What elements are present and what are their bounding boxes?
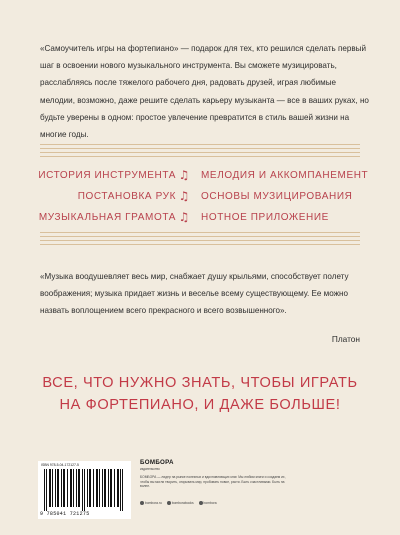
topic-right: ОСНОВЫ МУЗИЦИРОВАНИЯ — [201, 191, 353, 202]
social-links — [140, 501, 300, 509]
topic-left: МУЗЫКАЛЬНАЯ ГРАМОТА — [38, 212, 176, 223]
barcode — [38, 461, 131, 519]
quote-author: Платон — [331, 334, 360, 344]
headline-line: ВСЕ, ЧТО НУЖНО ЗНАТЬ, ЧТОБЫ ИГРАТЬ — [42, 375, 358, 391]
social-link[interactable] — [140, 501, 162, 505]
publisher-blurb: БОМБОРА — лидер на рынке полезных и вдохновляющих книг. Мы любим книги и создаем их, чтобы вы могли творить, открывать мир, пробовать новое, расти. Быть счастливыми. Быть на волне. — [140, 475, 286, 489]
logo-text: БОМБОРА — [140, 459, 174, 466]
intro-paragraph: «Самоучитель игры на фортепиано» — подарок для тех, кто решился сделать первый шаг в освоении нового музыкального инструмента. Вы сможете музицировать, расслабляясь после тяжелого рабочего дня, радовать друзей, играя любимые мелодии, возможно, даже решите сделать карьеру музыканта — все в ваших руках, но будьте уверены в одном: простое увлечение превратится в стиль вашей жизни на многие годы. — [40, 44, 369, 140]
vk-icon — [167, 501, 171, 505]
social-label: bombora — [203, 501, 217, 505]
music-note-icon: ♫ — [178, 189, 190, 203]
topic-row — [0, 191, 400, 207]
staff-line — [40, 152, 360, 153]
topic-row — [0, 212, 400, 228]
barcode-bars — [43, 469, 126, 511]
staff-line — [40, 148, 360, 149]
social-label: bombora.ru — [145, 501, 162, 505]
social-link[interactable] — [199, 501, 217, 505]
topic-row — [0, 170, 400, 186]
topic-right: НОТНОЕ ПРИЛОЖЕНИЕ — [201, 212, 329, 223]
music-note-icon: ♫ — [178, 210, 190, 224]
headline — [0, 372, 400, 416]
staff-line — [40, 240, 360, 241]
topic-left: ПОСТАНОВКА РУК — [77, 191, 176, 202]
staff-line — [40, 244, 360, 245]
social-label: bomborabooks — [171, 501, 194, 505]
isbn-text: ISBN 978-5-04-172127-5 — [41, 463, 79, 467]
logo-subtext: издательство — [140, 467, 160, 471]
topic-left: ИСТОРИЯ ИНСТРУМЕНТА — [38, 170, 176, 181]
staff-line — [40, 156, 360, 157]
publisher-logo — [140, 459, 200, 471]
quote-paragraph: «Музыка воодушевляет весь мир, снабжает душу крыльями, способствует полету воображения; музыка придает жизнь и веселье всему существующему. Ее можно назвать воплощением всего прекрасного и всего возвышенного». — [40, 272, 349, 316]
staff-line — [40, 144, 360, 145]
headline-line: НА ФОРТЕПИАНО, И ДАЖЕ БОЛЬШЕ! — [59, 397, 341, 413]
barcode-digits: 9 785041 721275 — [40, 511, 90, 517]
topics-list — [0, 170, 400, 230]
globe-icon — [140, 501, 144, 505]
staff-line — [40, 232, 360, 233]
telegram-icon — [199, 501, 203, 505]
staff-line — [40, 236, 360, 237]
social-link[interactable] — [167, 501, 194, 505]
music-note-icon: ♫ — [178, 168, 190, 182]
topic-right: МЕЛОДИЯ И АККОМПАНЕМЕНТ — [201, 170, 369, 181]
